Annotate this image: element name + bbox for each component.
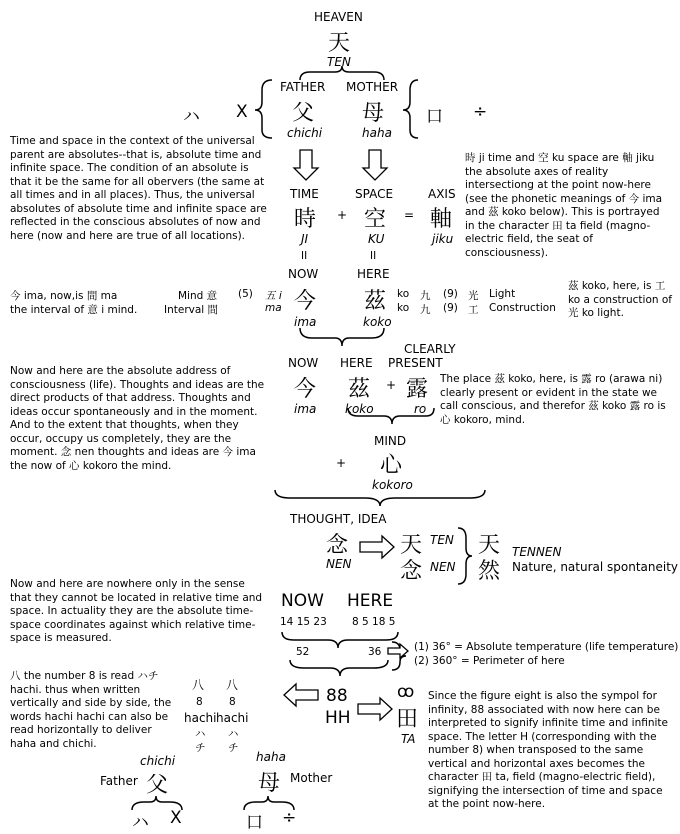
now-reading: ima xyxy=(294,315,317,329)
father-part-ha: ハ xyxy=(183,107,200,127)
col2-ha: ハ xyxy=(228,728,239,740)
tennen-meaning: Nature, natural spontaneity xyxy=(512,560,679,574)
para-infinity: Since the figure eight is also the sympol for infinity, 88 associated with now here can be interpreted to signify infinite time and infinite space. The letter H (corresponding with the number 8) when transposed to the same vertical and horizontal axes becomes the character 田 ta, field (magno-electric field), signifying the intersection of time and space at the point now-here. xyxy=(428,690,668,810)
mind-label-2: MIND xyxy=(374,434,407,448)
nen-reading: NEN xyxy=(326,557,352,571)
hikari-kanji: 光 xyxy=(468,290,479,302)
space-reading: KU xyxy=(368,232,385,246)
ko-1: ko xyxy=(397,288,410,300)
father-kanji-bottom: 父 xyxy=(146,773,169,798)
col2-eight: 8 xyxy=(229,696,236,708)
present-now-kanji: 今 xyxy=(294,377,317,402)
num-five: (5) xyxy=(238,288,253,300)
space-kanji: 空 xyxy=(364,207,387,232)
here-big: HERE xyxy=(347,591,394,611)
para-address: Now and here are the absolute address of consciousness (life). Thoughts and ideas are the direct products of that address. Thoughts and ideas occur spontaneously and in the moment. And to the extent that thoughts, when they occur, occupy us completely, they are the moment. 念 nen thoughts and ideas are 今 ima the now of 心 kokoro the mind. xyxy=(10,365,265,472)
ro-kanji: 露 xyxy=(406,377,429,402)
axis-reading: jiku xyxy=(432,232,454,246)
mind-reading: kokoro xyxy=(372,478,413,492)
ten-reading: TEN xyxy=(430,533,454,547)
tennen-label: TENNEN xyxy=(512,545,562,559)
para-jiku: 時 ji time and 空 ku space are 軸 jiku the absolute axes of reality intersectiong at the point now-here (see the phonetic meanings of 今 ima and 茲 koko below). This is portrayed in the character 田 ta field (magno-electric field, the seat of consciousness). xyxy=(465,152,663,259)
equal-marker-time: II xyxy=(301,250,308,262)
bottom-part-divide: ÷ xyxy=(282,808,297,828)
infinity-icon: ꝏ xyxy=(397,682,415,702)
present-here-reading: koko xyxy=(345,402,374,416)
para-nowhere: Now and here are nowhere only in the sense that they cannot be located in relative time and space. In actuality they are the absolute time-space coordinates against which relative time-space is measured. xyxy=(10,578,263,644)
bottom-part-x: X xyxy=(170,808,182,828)
present-now-reading: ima xyxy=(294,402,317,416)
bottom-part-ha: ハ xyxy=(132,813,149,833)
thought-label: THOUGHT, IDEA xyxy=(290,512,387,526)
col1-chi: チ xyxy=(195,742,206,754)
mind-label: Mind 意 xyxy=(178,290,218,302)
equals-sign: = xyxy=(404,208,415,222)
haha-reading: haha xyxy=(256,750,286,764)
here-label: HERE xyxy=(357,267,390,281)
mother-label: MOTHER xyxy=(346,80,399,94)
father-reading: chichi xyxy=(287,126,323,140)
construction-label: Construction xyxy=(489,302,556,314)
note-perimeter: (2) 360° = Perimeter of here xyxy=(414,655,565,667)
ima-note-1: 今 ima, now,is 間 ma xyxy=(10,290,118,302)
here-kanji: 茲 xyxy=(364,289,387,314)
equal-marker-space: II xyxy=(370,250,377,262)
axis-label: AXIS xyxy=(428,187,456,201)
now-letter-values: 14 15 23 xyxy=(280,616,327,628)
father-label: FATHER xyxy=(280,80,326,94)
para-koko: 茲 koko, here, is 工 ko a construction of 光 ko light. xyxy=(568,280,672,319)
now-label: NOW xyxy=(288,267,319,281)
ta-kanji: 田 xyxy=(396,707,419,732)
nen2-kanji: 念 xyxy=(400,559,423,584)
nen2-reading: NEN xyxy=(430,560,456,574)
five-kanji: 五 i xyxy=(265,290,282,302)
nen-kanji: 念 xyxy=(326,533,349,558)
plus-sign: + xyxy=(337,208,348,222)
ten-kanji: 天 xyxy=(400,533,423,558)
heaven-label: HEAVEN xyxy=(314,10,363,24)
col1-ha: ハ xyxy=(195,728,206,740)
para-hachi: 八 the number 8 is read ハチ hachi. thus when written vertically and side by side, the words hachi hachi can also be read horizontally to deliver haha and chichi. xyxy=(10,670,172,750)
col2-hachi-kanji: 八 xyxy=(226,678,239,692)
now-kanji: 今 xyxy=(294,289,317,314)
time-kanji: 時 xyxy=(294,207,317,232)
mind-kanji: 心 xyxy=(380,453,403,478)
mother-kanji: 母 xyxy=(362,101,385,126)
para-kokoro: The place 茲 koko, here, is 露 ro (arawa ni) clearly present or evident in the state we call conscious, and therefor 茲 koko 露 ro is 心 kokoro, mind. xyxy=(440,373,666,426)
interval-label: Interval 間 xyxy=(164,304,219,316)
ma-reading: ma xyxy=(265,302,282,314)
present-here-kanji: 茲 xyxy=(348,377,371,402)
tennen-bottom-kanji: 然 xyxy=(478,559,501,584)
col1-hachi-kanji: 八 xyxy=(192,678,205,692)
chichi-reading: chichi xyxy=(140,754,176,768)
heaven-reading: TEN xyxy=(327,55,351,69)
light-label: Light xyxy=(489,288,516,300)
space-label: SPACE xyxy=(355,187,394,201)
nine-2: 九 xyxy=(420,304,431,316)
mother-kanji-bottom: 母 xyxy=(258,771,281,796)
ko-2: ko xyxy=(397,302,410,314)
col2-hachi: hachi xyxy=(216,711,249,725)
heaven-kanji: 天 xyxy=(328,31,351,56)
mother-label-bottom: Mother xyxy=(290,771,333,785)
here-letter-values: 8 5 18 5 xyxy=(352,616,396,628)
bottom-part-kuchi: 口 xyxy=(246,813,263,833)
ta-reading: TA xyxy=(401,732,416,746)
here-reading: koko xyxy=(363,315,392,329)
here-sum: 36 xyxy=(368,646,382,658)
present-here-label: HERE xyxy=(340,356,373,370)
time-label: TIME xyxy=(290,187,319,201)
num-nine-2: (9) xyxy=(443,302,458,314)
col1-eight: 8 xyxy=(196,696,203,708)
present-now-label: NOW xyxy=(288,356,319,370)
present-label: PRESENT xyxy=(388,356,443,370)
mother-part-divide: ÷ xyxy=(473,102,488,122)
mother-part-kuchi: 口 xyxy=(426,107,443,127)
tennen-top-kanji: 天 xyxy=(478,533,501,558)
eighty-eight: 88 xyxy=(326,686,348,706)
clearly-label: CLEARLY xyxy=(404,342,456,356)
ro-reading: ro xyxy=(414,402,427,416)
mother-reading: haha xyxy=(362,126,392,140)
axis-kanji: 軸 xyxy=(430,207,453,232)
note-temperature: (1) 36° = Absolute temperature (life temperature) xyxy=(414,641,679,653)
father-part-x: X xyxy=(236,102,248,122)
now-sum: 52 xyxy=(296,646,310,658)
hh-letters: HH xyxy=(325,708,351,728)
time-reading: JI xyxy=(301,232,309,246)
father-label-bottom: Father xyxy=(100,774,138,788)
para-absolutes: Time and space in the context of the universal parent are absolutes--that is, absolute time and infinite space. The condition of an absolute is that it be the same for all obervers (the same at all times and in all places). Thus, the universal absolutes of absolute time and infinite space are reflected in the conscious absolutes of now and here (now and here are true of all locations). xyxy=(10,135,267,242)
father-kanji: 父 xyxy=(292,101,315,126)
present-plus: + xyxy=(386,378,397,392)
ima-note-2: the interval of 意 i mind. xyxy=(10,304,138,316)
kou-kanji: 工 xyxy=(468,304,479,316)
num-nine-1: (9) xyxy=(443,288,458,300)
nine-1: 九 xyxy=(420,290,431,302)
col1-hachi: hachi xyxy=(184,711,217,725)
mind-plus: + xyxy=(336,456,347,470)
now-big: NOW xyxy=(281,591,324,611)
col2-chi: チ xyxy=(228,742,239,754)
